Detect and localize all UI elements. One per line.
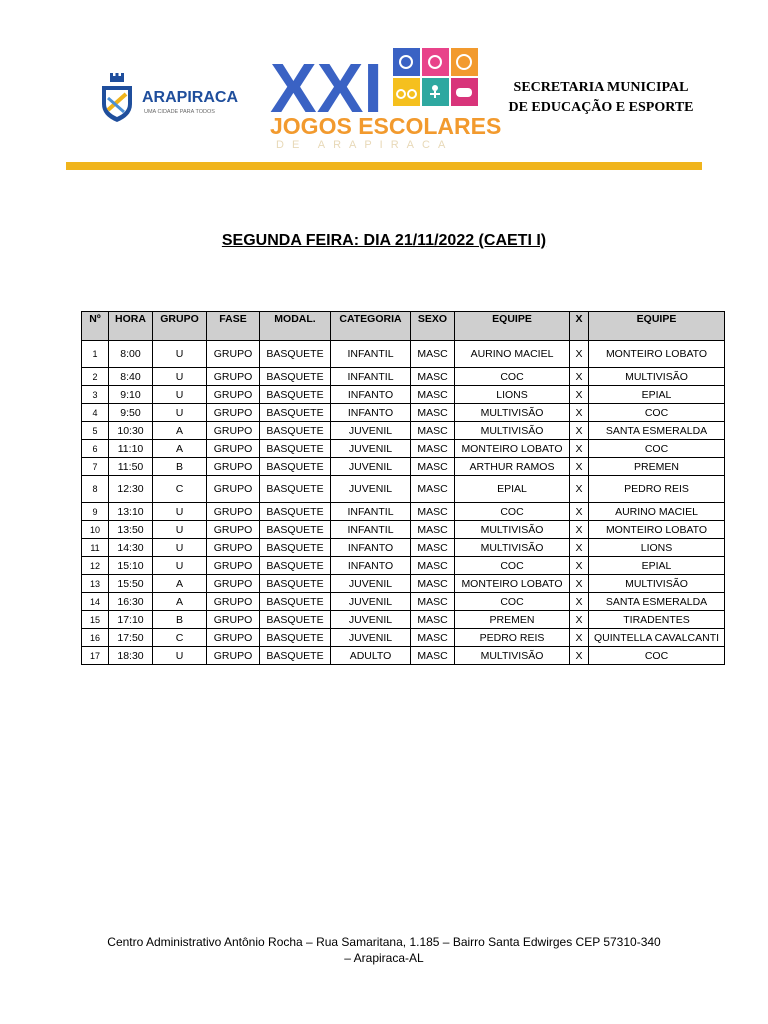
cell-num: 12 xyxy=(82,557,109,575)
header-equipe-home: EQUIPE xyxy=(455,312,570,341)
cell-equipe-home: COC xyxy=(455,557,570,575)
table-row xyxy=(82,593,725,611)
cell-modal: BASQUETE xyxy=(260,422,331,440)
cell-sexo: MASC xyxy=(411,557,455,575)
cell-fase: GRUPO xyxy=(207,368,260,386)
cell-sexo: MASC xyxy=(411,422,455,440)
cell-modal: BASQUETE xyxy=(260,440,331,458)
cell-sexo: MASC xyxy=(411,368,455,386)
cell-equipe-home: AURINO MACIEL xyxy=(455,341,570,368)
cell-sexo: MASC xyxy=(411,458,455,476)
table-row xyxy=(82,629,725,647)
cell-num: 7 xyxy=(82,458,109,476)
cell-num: 17 xyxy=(82,647,109,665)
cell-hora: 10:30 xyxy=(109,422,153,440)
cell-fase: GRUPO xyxy=(207,557,260,575)
cell-equipe-home: PEDRO REIS xyxy=(455,629,570,647)
table-row xyxy=(82,440,725,458)
cell-hora: 9:10 xyxy=(109,386,153,404)
cell-num: 1 xyxy=(82,341,109,368)
cell-grupo: U xyxy=(153,368,207,386)
cell-categoria: JUVENIL xyxy=(331,440,411,458)
cell-equipe-home: EPIAL xyxy=(455,476,570,503)
cell-x: X xyxy=(570,458,589,476)
cell-grupo: A xyxy=(153,593,207,611)
cell-grupo: B xyxy=(153,611,207,629)
cell-modal: BASQUETE xyxy=(260,386,331,404)
cell-hora: 15:10 xyxy=(109,557,153,575)
cell-modal: BASQUETE xyxy=(260,458,331,476)
city-shield-icon xyxy=(102,86,132,122)
cell-x: X xyxy=(570,404,589,422)
cell-grupo: A xyxy=(153,575,207,593)
cell-x: X xyxy=(570,593,589,611)
cell-equipe-home: MULTIVISÃO xyxy=(455,647,570,665)
cell-num: 10 xyxy=(82,521,109,539)
cell-hora: 8:40 xyxy=(109,368,153,386)
cell-categoria: JUVENIL xyxy=(331,575,411,593)
cell-categoria: JUVENIL xyxy=(331,422,411,440)
event-title: JOGOS ESCOLARES xyxy=(270,113,502,139)
cell-equipe-home: MULTIVISÃO xyxy=(455,521,570,539)
cell-categoria: JUVENIL xyxy=(331,593,411,611)
cell-sexo: MASC xyxy=(411,539,455,557)
cell-hora: 13:10 xyxy=(109,503,153,521)
cell-equipe-away: EPIAL xyxy=(589,557,725,575)
table-row xyxy=(82,458,725,476)
cell-categoria: JUVENIL xyxy=(331,476,411,503)
cell-fase: GRUPO xyxy=(207,458,260,476)
cell-modal: BASQUETE xyxy=(260,557,331,575)
cell-hora: 8:00 xyxy=(109,341,153,368)
cell-hora: 12:30 xyxy=(109,476,153,503)
table-row xyxy=(82,368,725,386)
cell-categoria: INFANTO xyxy=(331,557,411,575)
table-row xyxy=(82,476,725,503)
cell-x: X xyxy=(570,647,589,665)
cell-categoria: INFANTIL xyxy=(331,503,411,521)
cell-x: X xyxy=(570,611,589,629)
cell-grupo: U xyxy=(153,521,207,539)
secretaria-line-2: DE EDUCAÇÃO E ESPORTE xyxy=(508,100,694,115)
secretaria-line-1: SECRETARIA MUNICIPAL xyxy=(513,80,689,95)
cell-fase: GRUPO xyxy=(207,539,260,557)
cell-equipe-away: MONTEIRO LOBATO xyxy=(589,521,725,539)
cell-fase: GRUPO xyxy=(207,611,260,629)
cell-equipe-away: SANTA ESMERALDA xyxy=(589,422,725,440)
cell-categoria: INFANTIL xyxy=(331,368,411,386)
cell-num: 9 xyxy=(82,503,109,521)
cell-grupo: U xyxy=(153,404,207,422)
event-numeral: XXI xyxy=(270,49,383,127)
event-subtitle: DE ARAPIRACA xyxy=(276,139,454,151)
cell-num: 15 xyxy=(82,611,109,629)
cell-hora: 17:10 xyxy=(109,611,153,629)
cell-equipe-away: MONTEIRO LOBATO xyxy=(589,341,725,368)
table-row xyxy=(82,575,725,593)
cell-equipe-away: AURINO MACIEL xyxy=(589,503,725,521)
cell-sexo: MASC xyxy=(411,386,455,404)
cell-x: X xyxy=(570,422,589,440)
cell-grupo: A xyxy=(153,440,207,458)
cell-modal: BASQUETE xyxy=(260,647,331,665)
city-tagline: UMA CIDADE PARA TODOS xyxy=(144,109,215,115)
table-row xyxy=(82,557,725,575)
cell-categoria: INFANTO xyxy=(331,386,411,404)
cell-equipe-home: ARTHUR RAMOS xyxy=(455,458,570,476)
cell-modal: BASQUETE xyxy=(260,593,331,611)
school-building-icon xyxy=(393,48,420,76)
cell-fase: GRUPO xyxy=(207,521,260,539)
secretaria-header xyxy=(500,78,702,118)
cell-categoria: ADULTO xyxy=(331,647,411,665)
header-modal: MODAL. xyxy=(260,312,331,341)
header-sexo: SEXO xyxy=(411,312,455,341)
footer-address xyxy=(0,934,768,966)
cell-num: 13 xyxy=(82,575,109,593)
cell-equipe-home: COC xyxy=(455,503,570,521)
cell-hora: 15:50 xyxy=(109,575,153,593)
cell-x: X xyxy=(570,341,589,368)
cell-equipe-away: COC xyxy=(589,404,725,422)
cell-equipe-away: COC xyxy=(589,440,725,458)
cell-equipe-away: EPIAL xyxy=(589,386,725,404)
cell-grupo: U xyxy=(153,557,207,575)
cell-x: X xyxy=(570,629,589,647)
cell-x: X xyxy=(570,557,589,575)
cell-equipe-away: LIONS xyxy=(589,539,725,557)
cell-grupo: C xyxy=(153,629,207,647)
cell-equipe-home: MULTIVISÃO xyxy=(455,404,570,422)
cell-num: 16 xyxy=(82,629,109,647)
cell-modal: BASQUETE xyxy=(260,575,331,593)
cell-equipe-home: COC xyxy=(455,368,570,386)
cell-grupo: B xyxy=(153,458,207,476)
cell-modal: BASQUETE xyxy=(260,368,331,386)
cell-modal: BASQUETE xyxy=(260,503,331,521)
cell-grupo: C xyxy=(153,476,207,503)
page-title: SEGUNDA FEIRA: DIA 21/11/2022 (CAETI I) xyxy=(221,232,547,249)
cell-grupo: U xyxy=(153,539,207,557)
brain-icon xyxy=(422,48,449,76)
cell-hora: 16:30 xyxy=(109,593,153,611)
cell-equipe-home: MULTIVISÃO xyxy=(455,422,570,440)
cell-categoria: JUVENIL xyxy=(331,611,411,629)
table-row xyxy=(82,404,725,422)
cell-categoria: JUVENIL xyxy=(331,458,411,476)
cell-modal: BASQUETE xyxy=(260,629,331,647)
cell-sexo: MASC xyxy=(411,521,455,539)
table-row xyxy=(82,422,725,440)
cell-modal: BASQUETE xyxy=(260,539,331,557)
cell-hora: 14:30 xyxy=(109,539,153,557)
cell-equipe-home: LIONS xyxy=(455,386,570,404)
cell-modal: BASQUETE xyxy=(260,404,331,422)
cell-sexo: MASC xyxy=(411,629,455,647)
table-row xyxy=(82,611,725,629)
cell-x: X xyxy=(570,476,589,503)
cell-x: X xyxy=(570,575,589,593)
cell-sexo: MASC xyxy=(411,575,455,593)
cell-fase: GRUPO xyxy=(207,422,260,440)
cell-x: X xyxy=(570,503,589,521)
basketball-icon xyxy=(451,48,478,76)
cell-fase: GRUPO xyxy=(207,386,260,404)
cell-equipe-home: MULTIVISÃO xyxy=(455,539,570,557)
cell-num: 2 xyxy=(82,368,109,386)
cell-equipe-away: MULTIVISÃO xyxy=(589,368,725,386)
cell-x: X xyxy=(570,440,589,458)
cell-sexo: MASC xyxy=(411,503,455,521)
cell-grupo: U xyxy=(153,503,207,521)
cell-x: X xyxy=(570,521,589,539)
cell-equipe-away: TIRADENTES xyxy=(589,611,725,629)
cell-fase: GRUPO xyxy=(207,593,260,611)
cell-grupo: U xyxy=(153,341,207,368)
cell-equipe-away: PREMEN xyxy=(589,458,725,476)
cell-equipe-away: SANTA ESMERALDA xyxy=(589,593,725,611)
cell-num: 3 xyxy=(82,386,109,404)
cell-num: 11 xyxy=(82,539,109,557)
cell-sexo: MASC xyxy=(411,611,455,629)
cell-equipe-home: PREMEN xyxy=(455,611,570,629)
cell-sexo: MASC xyxy=(411,647,455,665)
cell-equipe-away: COC xyxy=(589,647,725,665)
table-header-row xyxy=(82,312,725,341)
cell-num: 14 xyxy=(82,593,109,611)
cell-categoria: INFANTIL xyxy=(331,521,411,539)
cell-sexo: MASC xyxy=(411,593,455,611)
schedule-body xyxy=(82,341,725,665)
cell-fase: GRUPO xyxy=(207,341,260,368)
footer-line-1: Centro Administrativo Antônio Rocha – Rua Samaritana, 1.185 – Bairro Santa Edwirges CEP 57310-340 xyxy=(107,935,661,949)
cell-fase: GRUPO xyxy=(207,629,260,647)
cell-hora: 18:30 xyxy=(109,647,153,665)
header-fase: FASE xyxy=(207,312,260,341)
table-row xyxy=(82,341,725,368)
cell-sexo: MASC xyxy=(411,476,455,503)
cell-hora: 11:10 xyxy=(109,440,153,458)
cell-fase: GRUPO xyxy=(207,647,260,665)
cell-categoria: INFANTO xyxy=(331,404,411,422)
cell-num: 5 xyxy=(82,422,109,440)
cell-hora: 9:50 xyxy=(109,404,153,422)
cell-hora: 11:50 xyxy=(109,458,153,476)
footer-line-2: – Arapiraca-AL xyxy=(344,951,424,965)
jogos-escolares-logo xyxy=(268,44,502,152)
header-categoria: CATEGORIA xyxy=(331,312,411,341)
table-row xyxy=(82,521,725,539)
header-hora: HORA xyxy=(109,312,153,341)
cell-x: X xyxy=(570,539,589,557)
cell-fase: GRUPO xyxy=(207,440,260,458)
sport-icons-grid xyxy=(393,48,478,106)
header-divider-bar xyxy=(66,162,702,170)
cell-fase: GRUPO xyxy=(207,476,260,503)
cell-num: 6 xyxy=(82,440,109,458)
cell-x: X xyxy=(570,368,589,386)
table-row xyxy=(82,386,725,404)
header-num: Nº xyxy=(82,312,109,341)
cell-modal: BASQUETE xyxy=(260,341,331,368)
table-row xyxy=(82,503,725,521)
cell-equipe-away: QUINTELLA CAVALCANTI xyxy=(589,629,725,647)
cell-categoria: INFANTO xyxy=(331,539,411,557)
header-grupo: GRUPO xyxy=(153,312,207,341)
arapiraca-city-logo xyxy=(96,70,238,130)
table-row xyxy=(82,647,725,665)
cell-sexo: MASC xyxy=(411,440,455,458)
cell-modal: BASQUETE xyxy=(260,476,331,503)
cell-equipe-away: MULTIVISÃO xyxy=(589,575,725,593)
cell-equipe-home: COC xyxy=(455,593,570,611)
cell-equipe-home: MONTEIRO LOBATO xyxy=(455,575,570,593)
cell-sexo: MASC xyxy=(411,341,455,368)
schedule-table xyxy=(81,311,725,665)
cell-categoria: INFANTIL xyxy=(331,341,411,368)
cell-categoria: JUVENIL xyxy=(331,629,411,647)
crown-icon xyxy=(110,73,124,82)
header-equipe-away: EQUIPE xyxy=(589,312,725,341)
cell-modal: BASQUETE xyxy=(260,521,331,539)
city-name: ARAPIRACA xyxy=(142,89,238,106)
cell-fase: GRUPO xyxy=(207,575,260,593)
cell-grupo: U xyxy=(153,386,207,404)
table-row xyxy=(82,539,725,557)
cell-hora: 13:50 xyxy=(109,521,153,539)
cell-equipe-home: MONTEIRO LOBATO xyxy=(455,440,570,458)
cell-sexo: MASC xyxy=(411,404,455,422)
cell-num: 4 xyxy=(82,404,109,422)
cell-equipe-away: PEDRO REIS xyxy=(589,476,725,503)
cell-grupo: A xyxy=(153,422,207,440)
cell-grupo: U xyxy=(153,647,207,665)
cell-hora: 17:50 xyxy=(109,629,153,647)
header-x: X xyxy=(570,312,589,341)
cell-x: X xyxy=(570,386,589,404)
cell-fase: GRUPO xyxy=(207,404,260,422)
cell-fase: GRUPO xyxy=(207,503,260,521)
cell-modal: BASQUETE xyxy=(260,611,331,629)
cell-num: 8 xyxy=(82,476,109,503)
